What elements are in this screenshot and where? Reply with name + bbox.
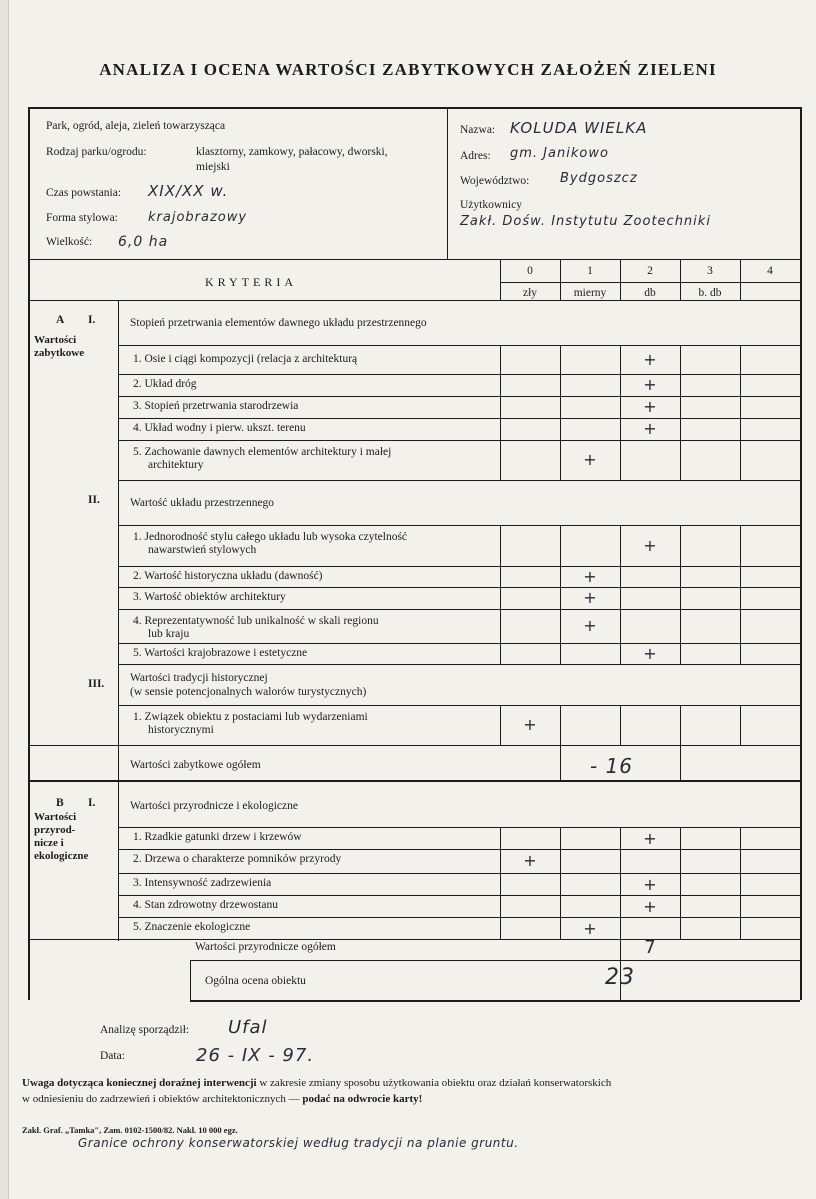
criterion-label: 2. Układ dróg <box>133 378 197 390</box>
score-head-1: 1 <box>587 265 593 277</box>
total-divider <box>680 745 681 780</box>
cell-divider <box>680 525 681 566</box>
criterion-label: 4. Stan zdrowotny drzewostanu <box>133 899 278 911</box>
cell-divider <box>560 374 561 396</box>
cell-divider <box>740 873 741 895</box>
forma-label: Forma stylowa: <box>46 212 118 224</box>
cell-divider <box>680 440 681 480</box>
group-title: Wartości tradycji historycznej <box>130 672 268 684</box>
row-rule <box>118 643 800 644</box>
cell-divider <box>740 374 741 396</box>
cell-divider <box>500 345 501 374</box>
kryteria-heading: KRYTERIA <box>205 275 297 289</box>
cell-divider <box>560 345 561 374</box>
cell-divider <box>740 609 741 643</box>
note-line-1 <box>22 1077 611 1090</box>
score-label: b. db <box>698 287 722 299</box>
total-top <box>118 745 800 746</box>
row-rule <box>118 374 800 375</box>
cell-divider <box>740 566 741 587</box>
cell-divider <box>620 705 621 745</box>
sectionA-total-label: Wartości zabytkowe ogółem <box>130 759 261 771</box>
header-vertical-divider <box>447 107 448 259</box>
criterion-label: 1. Związek obiektu z postaciami lub wydarzeniami <box>133 711 368 723</box>
handwritten-note: Granice ochrony konserwatorskiej według tradycji na planie gruntu. <box>78 1136 519 1150</box>
sectionB-label-line: przyrod- <box>34 824 76 836</box>
rodzaj-options: klasztorny, zamkowy, pałacowy, dworski, <box>196 146 388 158</box>
data-value: 26 - IX - 97. <box>196 1045 315 1066</box>
sectionB-total-value: 7 <box>644 937 656 958</box>
row-rule <box>118 418 800 419</box>
score-head-0: 0 <box>527 265 533 277</box>
cell-divider <box>620 917 621 939</box>
row-rule <box>118 917 800 918</box>
row-rule <box>118 440 800 441</box>
sectionB-total-label: Wartości przyrodnicze ogółem <box>195 941 336 953</box>
criterion-label: 1. Rzadkie gatunki drzew i krzewów <box>133 831 302 843</box>
cell-divider <box>500 827 501 849</box>
cell-divider <box>740 525 741 566</box>
cell-divider <box>620 440 621 480</box>
score-mark: + <box>643 897 657 916</box>
group-num: I. <box>88 314 96 326</box>
score-head-3: 3 <box>707 265 713 277</box>
cell-divider <box>680 705 681 745</box>
overall-bottom <box>190 1000 800 1002</box>
criterion-label-2: historycznymi <box>148 724 214 736</box>
criterion-label: 4. Układ wodny i pierw. ukszt. terenu <box>133 422 306 434</box>
score-mark: + <box>643 419 657 438</box>
score-mark: + <box>523 715 537 734</box>
score-col-divider <box>500 259 501 300</box>
sectionB-label-line: nicze i <box>34 837 64 849</box>
cell-divider <box>500 895 501 917</box>
criterion-label: 2. Drzewa o charakterze pomników przyrody <box>133 853 342 865</box>
score-mark: + <box>583 588 597 607</box>
sectionB-num: I. <box>88 797 96 809</box>
group-rule <box>118 480 800 481</box>
row-rule <box>118 895 800 896</box>
cell-divider <box>680 396 681 418</box>
data-label: Data: <box>100 1050 125 1062</box>
wielkosc-label: Wielkość: <box>46 236 93 248</box>
adres-label: Adres: <box>460 150 491 162</box>
note-bold: Uwaga dotycząca koniecznej doraźnej interwencji <box>22 1077 257 1089</box>
cell-divider <box>740 705 741 745</box>
criterion-label: 3. Stopień przetrwania starodrzewia <box>133 400 299 412</box>
note-line-2 <box>22 1093 422 1106</box>
cell-divider <box>560 827 561 849</box>
score-head-2: 2 <box>647 265 653 277</box>
cell-divider <box>740 418 741 440</box>
criterion-label: 5. Zachowanie dawnych elementów architektury i małej <box>133 446 392 458</box>
criterion-label: 3. Wartość obiektów architektury <box>133 591 286 603</box>
sectionB-letter: B <box>56 797 64 809</box>
score-label: db <box>644 287 656 299</box>
rodzaj-label: Rodzaj parku/ogrodu: <box>46 146 147 158</box>
cell-divider <box>500 418 501 440</box>
criterion-label: 3. Intensywność zadrzewienia <box>133 877 272 889</box>
sectionB-left-bottom <box>28 939 120 940</box>
czas-label: Czas powstania: <box>46 187 122 199</box>
nazwa-label: Nazwa: <box>460 124 496 136</box>
score-head-4: 4 <box>767 265 773 277</box>
score-mark: + <box>643 397 657 416</box>
frame-left <box>28 107 30 1000</box>
sectionB-total-top <box>118 939 800 940</box>
print-info: Zakł. Graf. „Tamka", Zam. 0102-1500/82. Nakł. 10 000 egz. <box>22 1125 238 1135</box>
criterion-label: 2. Wartość historyczna układu (dawność) <box>133 569 323 582</box>
row-rule <box>118 827 800 828</box>
cell-divider <box>560 396 561 418</box>
score-mark: + <box>643 535 657 555</box>
note-rest: w zakresie zmiany sposobu użytkowania obiektu oraz działań konserwatorskich <box>256 1077 612 1089</box>
score-mark: + <box>643 829 657 848</box>
cell-divider <box>740 345 741 374</box>
sectionA-letter: A <box>56 314 65 326</box>
cell-divider <box>500 374 501 396</box>
overall-label: Ogólna ocena obiektu <box>205 975 306 987</box>
criterion-label: 1. Jednorodność stylu całego układu lub wysoka czytelność <box>133 531 408 543</box>
adres-value: gm. Janikowo <box>510 146 609 161</box>
score-label: zły <box>522 287 538 299</box>
cell-divider <box>500 566 501 587</box>
group-rule <box>118 664 800 665</box>
sectionA-label-line: zabytkowe <box>34 347 85 359</box>
score-mark: + <box>583 919 597 938</box>
cell-divider <box>560 418 561 440</box>
cell-divider <box>500 587 501 609</box>
cell-divider <box>620 587 621 609</box>
score-mark: + <box>643 349 657 369</box>
uzytkownicy-value: Zakł. Dośw. Instytutu Zootechniki <box>460 214 711 229</box>
woj-label: Województwo: <box>460 175 530 187</box>
analize-signature: Ufal <box>228 1017 268 1038</box>
row-rule <box>118 587 800 588</box>
score-mark: + <box>583 566 597 586</box>
cell-divider <box>680 609 681 643</box>
wielkosc-value: 6,0 ha <box>118 234 169 250</box>
nazwa-value: KOLUDA WIELKA <box>510 119 648 137</box>
cell-divider <box>560 849 561 873</box>
frame-right <box>800 107 802 1000</box>
form-title: ANALIZA I OCENA WARTOŚCI ZABYTKOWYCH ZAŁOŻEŃ ZIELENI <box>99 60 717 79</box>
cell-divider <box>500 609 501 643</box>
criterion-label: 4. Reprezentatywność lub unikalność w skali regionu <box>133 615 379 627</box>
czas-value: XIX/XX w. <box>148 182 229 200</box>
cell-divider <box>740 440 741 480</box>
row-rule <box>118 345 800 346</box>
score-mark: + <box>523 851 537 870</box>
row-rule <box>118 525 800 526</box>
cell-divider <box>680 827 681 849</box>
cell-divider <box>500 917 501 939</box>
group-num: II. <box>88 494 100 506</box>
cell-divider <box>680 917 681 939</box>
cell-divider <box>500 525 501 566</box>
note-line-2a: w odniesieniu do zadrzewień i obiektów architektonicznych — <box>22 1093 303 1105</box>
group-rule <box>118 300 800 301</box>
criterion-label: 1. Osie i ciągi kompozycji (relacja z architekturą <box>133 352 358 365</box>
cell-divider <box>620 849 621 873</box>
cell-divider <box>500 396 501 418</box>
cell-divider <box>560 705 561 745</box>
row-rule <box>118 705 800 706</box>
park-line: Park, ogród, aleja, zieleń towarzysząca <box>46 120 226 132</box>
cell-divider <box>680 418 681 440</box>
criterion-label-2: nawarstwień stylowych <box>148 544 257 556</box>
analize-label: Analizę sporządził: <box>100 1024 190 1036</box>
note-line-2b: podać na odwrocie karty! <box>302 1093 423 1105</box>
score-header-mid <box>500 282 800 283</box>
sectionB-group-title: Wartości przyrodnicze i ekologiczne <box>130 800 298 812</box>
cell-divider <box>560 643 561 664</box>
cell-divider <box>680 374 681 396</box>
cell-divider <box>560 525 561 566</box>
score-col-divider <box>560 259 561 300</box>
overall-left <box>190 960 191 1000</box>
total-divider <box>560 745 561 780</box>
score-mark: + <box>583 616 597 635</box>
overall-top <box>190 960 800 961</box>
score-mark: + <box>643 375 657 394</box>
score-col-divider <box>620 259 621 300</box>
cell-divider <box>500 440 501 480</box>
cell-divider <box>560 895 561 917</box>
cell-divider <box>740 895 741 917</box>
cell-divider <box>680 643 681 664</box>
score-col-divider <box>740 259 741 300</box>
cell-divider <box>500 643 501 664</box>
row-rule <box>118 873 800 874</box>
sectionA-label-line: Wartości <box>34 334 77 346</box>
header-divider <box>28 259 800 260</box>
cell-divider <box>740 643 741 664</box>
cell-divider <box>740 827 741 849</box>
cell-divider <box>740 396 741 418</box>
sectionB-label-line: Wartości <box>34 811 77 823</box>
sectionA-inner-left <box>118 300 119 780</box>
rodzaj-options-2: miejski <box>196 161 230 173</box>
row-rule <box>118 566 800 567</box>
score-col-divider <box>680 259 681 300</box>
row-rule <box>118 609 800 610</box>
overall-value: 23 <box>605 965 635 990</box>
cell-divider <box>620 566 621 587</box>
cell-divider <box>680 587 681 609</box>
cell-divider <box>680 849 681 873</box>
group-title: Wartość układu przestrzennego <box>130 497 275 509</box>
cell-divider <box>740 917 741 939</box>
binding-edge <box>0 0 9 1199</box>
cell-divider <box>680 566 681 587</box>
score-mark: + <box>643 643 657 663</box>
criterion-label: 5. Wartości krajobrazowe i estetyczne <box>133 646 308 659</box>
forma-value: krajobrazowy <box>148 210 248 225</box>
score-mark: + <box>583 450 597 469</box>
score-mark: + <box>643 875 657 894</box>
group-title: Stopień przetrwania elementów dawnego układu przestrzennego <box>130 317 427 329</box>
cell-divider <box>740 849 741 873</box>
total-top-left <box>28 745 118 746</box>
score-label: mierny <box>573 287 607 299</box>
row-rule <box>118 396 800 397</box>
cell-divider <box>680 345 681 374</box>
cell-divider <box>740 587 741 609</box>
woj-value: Bydgoszcz <box>560 171 638 186</box>
cell-divider <box>680 873 681 895</box>
criterion-label: 5. Znaczenie ekologiczne <box>133 921 251 933</box>
uzytkownicy-label: Użytkownicy <box>460 199 522 211</box>
group-title-2: (w sensie potencjonalnych walorów turystycznych) <box>130 686 367 698</box>
group-num: III. <box>88 678 105 690</box>
criterion-label-2: lub kraju <box>148 628 190 640</box>
cell-divider <box>560 873 561 895</box>
cell-divider <box>620 609 621 643</box>
row-rule <box>118 849 800 850</box>
frame-top <box>28 107 800 109</box>
criterion-label-2: architektury <box>148 459 204 471</box>
sectionA-bottom <box>28 780 800 782</box>
cell-divider <box>500 873 501 895</box>
sectionA-total-value: - 16 <box>590 754 634 778</box>
sectionB-label-line: ekologiczne <box>34 850 89 862</box>
cell-divider <box>680 895 681 917</box>
